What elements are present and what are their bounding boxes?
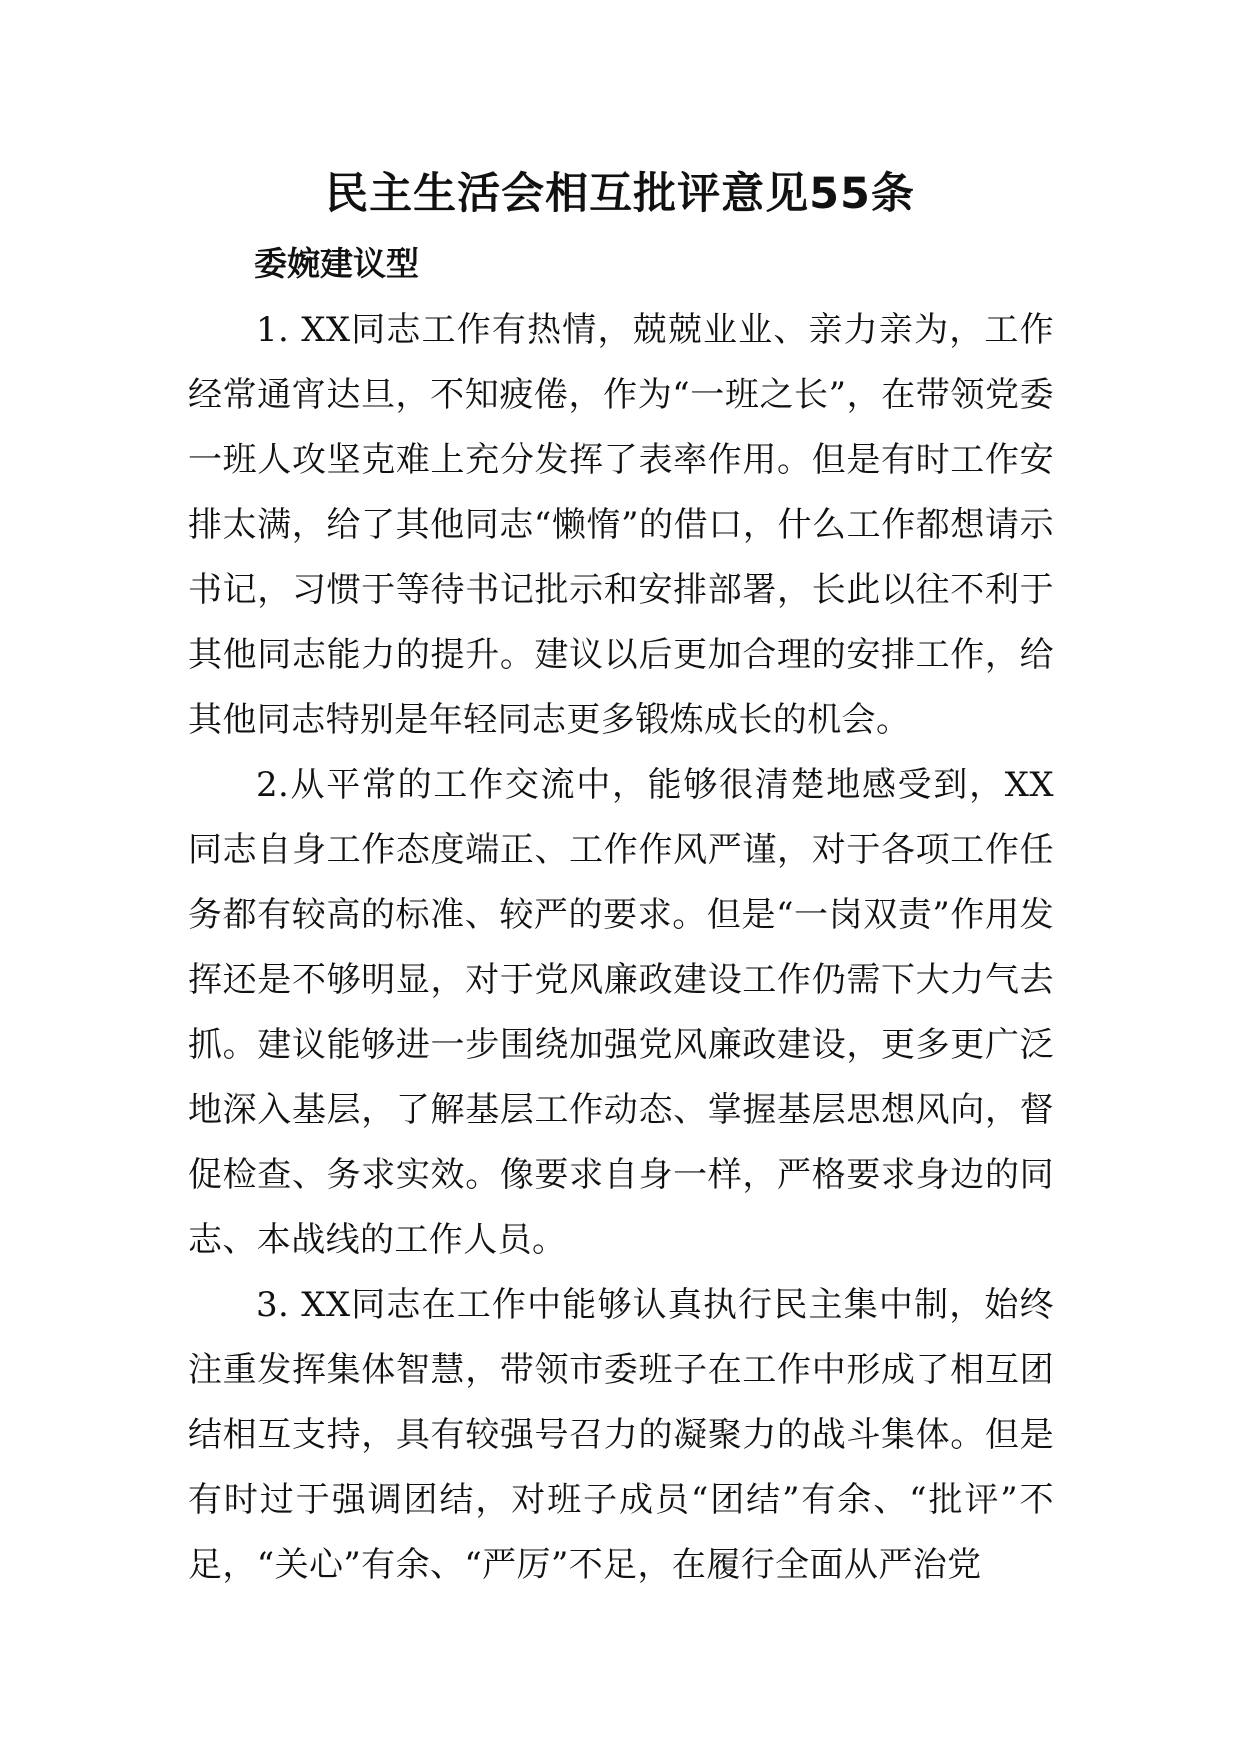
paragraph-1: 1. XX同志工作有热情，兢兢业业、亲力亲为，工作经常通宵达旦，不知疲倦，作为“一班之长”，在带领党委一班人攻坚克难上充分发挥了表率作用。但是有时工作安排太满，给了其他同志“懒惰”的借口，什么工作都想请示书记，习惯于等待书记批示和安排部署，长此以往不利于其他同志能力的提升。建议以后更加合理的安排工作，给其他同志特别是年轻同志更多锻炼成长的机会。 bbox=[188, 310, 1054, 740]
paragraph-2: 2.从平常的工作交流中，能够很清楚地感受到，XX同志自身工作态度端正、工作作风严谨，对于各项工作任务都有较高的标准、较严的要求。但是“一岗双责”作用发挥还是不够明显，对于党风廉政建设工作仍需下大力气去抓。建议能够进一步围绕加强党风廉政建设，更多更广泛地深入基层，了解基层工作动态、掌握基层思想风向，督促检查、务求实效。像要求自身一样，严格要求身边的同志、本战线的工作人员。 bbox=[188, 765, 1054, 1260]
section-heading: 委婉建议型 bbox=[254, 244, 419, 283]
document-title: 民主生活会相互批评意见55条 bbox=[325, 169, 915, 219]
paragraph-3: 3. XX同志在工作中能够认真执行民主集中制，始终注重发挥集体智慧，带领市委班子在工作中形成了相互团结相互支持，具有较强号召力的凝聚力的战斗集体。但是有时过于强调团结，对班子成员“团结”有余、“批评”不足，“关心”有余、“严厉”不足，在履行全面从严治党 bbox=[188, 1285, 1054, 1585]
document-body bbox=[188, 298, 1054, 1598]
